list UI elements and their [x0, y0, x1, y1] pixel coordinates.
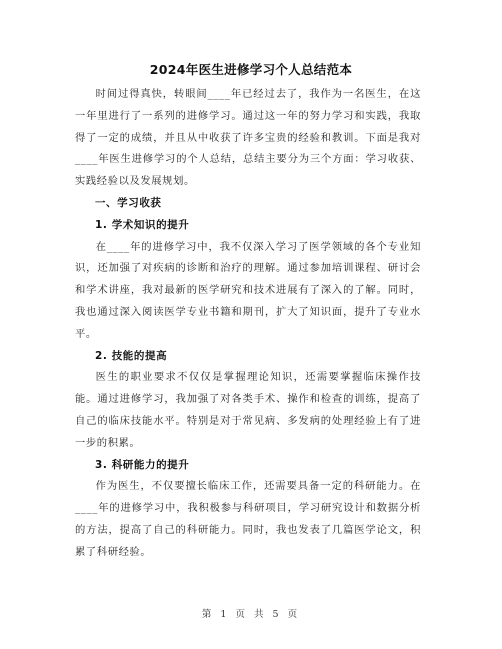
paragraph-skills: 医生的职业要求不仅仅是掌握理论知识，还需要掌握临床操作技能。通过进修学习，我加强了对各类手术、操作和检查的训练，提高了自己的临床技能水平。特别是对于常见病、多发病的处理经验上有了进一步的积累。	[75, 371, 421, 449]
section-heading-learning-gains: 一、学习收获	[94, 196, 162, 209]
subheading-research-ability: 3. 科研能力的提升	[94, 458, 190, 471]
page-number-footer: 第 1 页 共 5 页	[201, 609, 301, 620]
paragraph-research-ability: 作为医生，不仅要擅长临床工作，还需要具备一定的科研能力。在____年的进修学习中，我积极参与科研项目，学习研究设计和数据分析的方法，提高了自己的科研能力。同时，我也发表了几篇医学论文，积累了科研经验。	[75, 480, 421, 558]
document-title: 2024年医生进修学习个人总结范本	[149, 62, 353, 77]
intro-paragraph: 时间过得真快，转眼间____年已经过去了，我作为一名医生，在这一年里进行了一系列的进修学习。通过这一年的努力学习和实践，我取得了一定的成绩，并且从中收获了许多宝贵的经验和教训。下面是我对____年医生进修学习的个人总结，总结主要分为三个方面：学习收获、实践经验以及发展规划。	[75, 88, 421, 188]
paragraph-academic-knowledge: 在____年的进修学习中，我不仅深入学习了医学领域的各个专业知识，还加强了对疾病的诊断和治疗的理解。通过参加培训课程、研讨会和学术讲座，我对最新的医学研究和技术进展有了深入的了解。同时，我也通过深入阅读医学专业书籍和期刊，扩大了知识面，提升了专业水平。	[75, 240, 421, 340]
document-body	[75, 84, 421, 564]
subheading-skills: 2. 技能的提高	[94, 349, 168, 362]
subheading-academic-knowledge: 1. 学术知识的提升	[94, 218, 190, 231]
